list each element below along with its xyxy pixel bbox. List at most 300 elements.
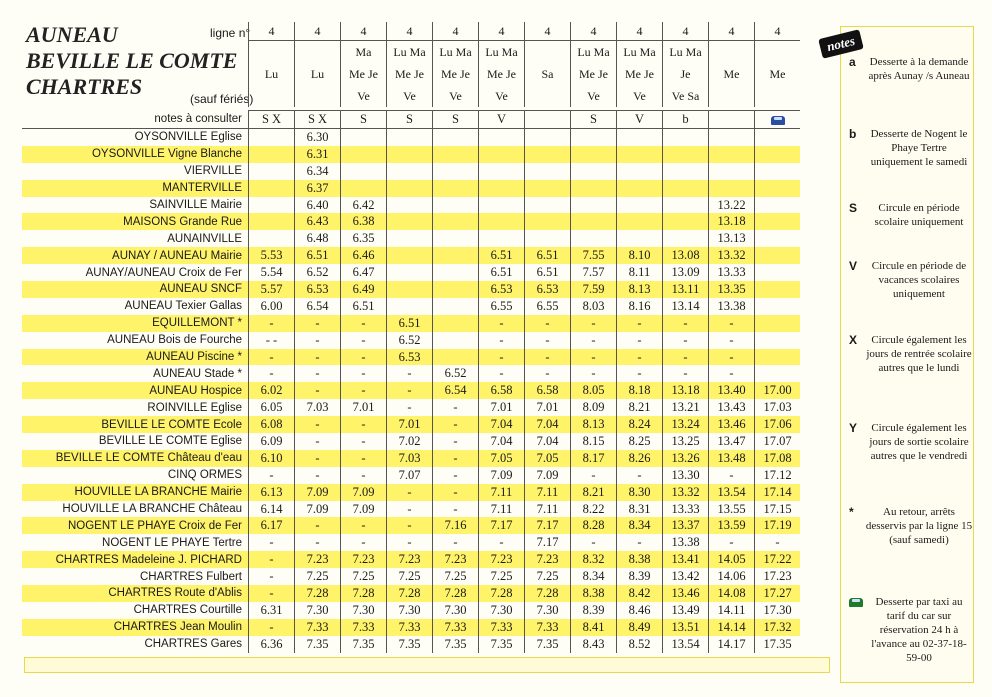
column-note: S X [249, 111, 295, 129]
departure-time [525, 213, 571, 230]
departure-time: 6.02 [249, 382, 295, 399]
departure-time [617, 129, 663, 146]
taxi-icon [771, 116, 785, 125]
departure-time: 7.11 [479, 501, 525, 518]
day-code: Lu [264, 67, 279, 81]
departure-time [571, 197, 617, 214]
departure-time: 13.33 [663, 501, 709, 518]
departure-time: - [617, 349, 663, 366]
departure-time: - [663, 349, 709, 366]
departure-time [571, 230, 617, 247]
departure-time: 8.52 [617, 636, 663, 653]
departure-time: 5.53 [249, 247, 295, 264]
column-note: S [433, 111, 479, 129]
notes-panel [840, 26, 974, 683]
notes-tag: notes [818, 29, 864, 59]
legend-text: Circule également les jours de sortie scolaire autres que le vendredi [869, 422, 969, 462]
departure-time: 7.09 [341, 501, 387, 518]
departure-time: - [387, 382, 433, 399]
departure-time: 6.47 [341, 264, 387, 281]
departure-time: - [479, 365, 525, 382]
departure-time: 6.38 [341, 213, 387, 230]
departure-time: 7.30 [387, 602, 433, 619]
column-note [709, 111, 755, 129]
departure-time: 6.31 [295, 146, 341, 163]
stop-name: AUNEAU Stade * [153, 367, 242, 380]
departure-time: 7.25 [479, 568, 525, 585]
column-note: S [387, 111, 433, 129]
departure-time: 6.08 [249, 416, 295, 433]
departure-time: 8.21 [571, 484, 617, 501]
departure-time: 7.01 [525, 399, 571, 416]
stop-name: AUNEAU Piscine * [22, 349, 249, 366]
taxi-icon [849, 598, 863, 607]
day-codes [387, 41, 433, 108]
departure-time: - [663, 365, 709, 382]
departure-time: - [295, 450, 341, 467]
ligne-number: 4 [341, 22, 387, 41]
stop-name: CHARTRES Madeleine J. PICHARD [22, 551, 249, 568]
departure-time: - [387, 534, 433, 551]
departure-time [433, 247, 479, 264]
stop-name: AUNEAU Texier Gallas [124, 300, 242, 313]
departure-time: - [709, 467, 755, 484]
stop-row [22, 399, 800, 416]
departure-time: - [387, 399, 433, 416]
departure-time [249, 180, 295, 197]
notes-label: notes à consulter [22, 111, 249, 129]
stop-row [22, 230, 800, 247]
departure-time: - [433, 433, 479, 450]
departure-time: 13.08 [663, 247, 709, 264]
departure-time [617, 230, 663, 247]
departure-time: 7.35 [433, 636, 479, 653]
departure-time: - [571, 349, 617, 366]
stop-name: CHARTRES Jean Moulin [22, 619, 249, 636]
legend-item [849, 201, 973, 229]
departure-time: 7.04 [479, 433, 525, 450]
stop-row [22, 602, 800, 619]
departure-time: 17.07 [755, 433, 801, 450]
departure-time: - [571, 315, 617, 332]
ligne-number: 4 [387, 22, 433, 41]
departure-time: 8.34 [571, 568, 617, 585]
departure-time: 5.57 [249, 281, 295, 298]
stop-row [22, 484, 800, 501]
stop-name: CINQ ORMES [167, 469, 242, 482]
departure-time: - [295, 382, 341, 399]
departure-time: 7.02 [387, 433, 433, 450]
day-codes [617, 41, 663, 108]
departure-time: 14.08 [709, 585, 755, 602]
stop-row [22, 517, 800, 534]
departure-time: - [249, 365, 295, 382]
departure-time: 8.26 [617, 450, 663, 467]
departure-time [617, 197, 663, 214]
stop-row [22, 180, 800, 197]
departure-time: 7.33 [479, 619, 525, 636]
departure-time: - [387, 365, 433, 382]
departure-time: - [571, 534, 617, 551]
departure-time: - [433, 467, 479, 484]
ligne-number: 4 [479, 22, 525, 41]
departure-time: - [341, 450, 387, 467]
departure-time: - [709, 315, 755, 332]
departure-time: 6.48 [295, 230, 341, 247]
departure-time: - [709, 332, 755, 349]
departure-time: 8.15 [571, 433, 617, 450]
departure-time [433, 315, 479, 332]
departure-time [433, 230, 479, 247]
departure-time: 13.24 [663, 416, 709, 433]
departure-time: 7.33 [387, 619, 433, 636]
departure-time: 6.40 [295, 197, 341, 214]
departure-time: 6.53 [479, 281, 525, 298]
departure-time: 6.51 [295, 247, 341, 264]
departure-time: 8.13 [571, 416, 617, 433]
departure-time: 7.03 [387, 450, 433, 467]
day-code: Me Je [579, 67, 608, 81]
departure-time [571, 129, 617, 146]
departure-time: 13.33 [709, 264, 755, 281]
departure-time [433, 146, 479, 163]
departure-time: - [295, 365, 341, 382]
departure-time: 6.52 [433, 365, 479, 382]
departure-time: 17.32 [755, 619, 801, 636]
departure-time: - [387, 484, 433, 501]
taxi-icon [849, 595, 863, 609]
departure-time: 6.58 [479, 382, 525, 399]
legend-key: V [849, 259, 858, 273]
column-note: V [617, 111, 663, 129]
departure-time [479, 129, 525, 146]
departure-time: 8.13 [617, 281, 663, 298]
departure-time: 7.04 [525, 416, 571, 433]
ligne-number: 4 [525, 22, 571, 41]
departure-time: 6.17 [249, 517, 295, 534]
stop-row [22, 534, 800, 551]
departure-time: - [617, 315, 663, 332]
departure-time [433, 163, 479, 180]
departure-time: 8.38 [571, 585, 617, 602]
day-code: Sa [541, 67, 554, 81]
departure-time [755, 315, 801, 332]
departure-time: 7.28 [525, 585, 571, 602]
day-code: Me Je [395, 67, 424, 81]
day-code: Ve Sa [671, 89, 700, 103]
day-code: Me [769, 67, 786, 81]
departure-time [479, 163, 525, 180]
departure-time [755, 213, 801, 230]
departure-time: 7.33 [341, 619, 387, 636]
day-code: Je [680, 67, 691, 81]
departure-time [433, 332, 479, 349]
departure-time: 13.09 [663, 264, 709, 281]
legend-item [849, 127, 973, 169]
departure-time: 13.32 [709, 247, 755, 264]
departure-time: 7.17 [525, 534, 571, 551]
departure-time: 7.11 [479, 484, 525, 501]
stop-name: NOGENT LE PHAYE Croix de Fer [22, 517, 249, 534]
departure-time: 7.57 [571, 264, 617, 281]
departure-time: 6.52 [387, 332, 433, 349]
departure-time: - [249, 349, 295, 366]
departure-time: 6.13 [249, 484, 295, 501]
departure-time: 8.32 [571, 551, 617, 568]
departure-time: - [433, 484, 479, 501]
legend-key: * [849, 505, 854, 519]
stop-name: BEVILLE LE COMTE Eglise [98, 435, 242, 448]
stop-row [22, 349, 800, 366]
stop-row [22, 585, 800, 602]
departure-time [525, 197, 571, 214]
departure-time: - [571, 365, 617, 382]
departure-time: 7.55 [571, 247, 617, 264]
stop-name: MAISONS Grande Rue [22, 213, 249, 230]
stop-name: NOGENT LE PHAYE Tertre [102, 536, 242, 549]
day-code: Lu [310, 67, 325, 81]
column-note: b [663, 111, 709, 129]
day-code: Ve [357, 89, 370, 103]
stop-row [22, 467, 800, 484]
departure-time [755, 349, 801, 366]
day-code: Me Je [441, 67, 470, 81]
departure-time: - [341, 517, 387, 534]
departure-time: 13.21 [663, 399, 709, 416]
departure-time: 13.26 [663, 450, 709, 467]
departure-time: - [295, 433, 341, 450]
departure-time: 7.04 [479, 416, 525, 433]
departure-time: 7.03 [295, 399, 341, 416]
departure-time: - [617, 365, 663, 382]
departure-time: 6.51 [479, 247, 525, 264]
legend-key: S [849, 201, 858, 215]
departure-time: - [663, 332, 709, 349]
departure-time: - [249, 568, 295, 585]
ligne-number: 4 [433, 22, 479, 41]
departure-time: 8.10 [617, 247, 663, 264]
departure-time: 6.51 [525, 247, 571, 264]
departure-time: - [433, 416, 479, 433]
legend-text: Circule en période scolaire uniquement [874, 202, 964, 228]
departure-time: - [479, 315, 525, 332]
timetable-table [22, 110, 800, 653]
departure-time: 6.53 [387, 349, 433, 366]
departure-time: 8.49 [617, 619, 663, 636]
departure-time [663, 129, 709, 146]
departure-time: 7.33 [295, 619, 341, 636]
departure-time: 7.23 [525, 551, 571, 568]
legend-text: Desserte de Nogent le Phaye Tertre uniquement le samedi [870, 128, 968, 168]
departure-time: - [295, 517, 341, 534]
departure-time: - [479, 349, 525, 366]
departure-time: 8.18 [617, 382, 663, 399]
departure-time: 7.17 [525, 517, 571, 534]
departure-time: 6.49 [341, 281, 387, 298]
day-code: Ma [355, 45, 372, 59]
departure-time: 7.17 [479, 517, 525, 534]
departure-time: 7.30 [341, 602, 387, 619]
departure-time: 13.49 [663, 602, 709, 619]
stop-name: HOUVILLE LA BRANCHE Château [62, 503, 242, 516]
legend-key: b [849, 127, 857, 141]
departure-time: 6.10 [249, 450, 295, 467]
departure-time [387, 298, 433, 315]
departure-time [249, 163, 295, 180]
stop-row [22, 163, 800, 180]
stop-row [22, 501, 800, 518]
stop-row [22, 146, 800, 163]
departure-time [249, 213, 295, 230]
departure-time: - [479, 332, 525, 349]
departure-time: - [295, 467, 341, 484]
departure-time: 7.28 [295, 585, 341, 602]
departure-time: 17.12 [755, 467, 801, 484]
departure-time: 6.53 [295, 281, 341, 298]
departure-time [479, 197, 525, 214]
departure-time [433, 298, 479, 315]
departure-time: 7.30 [479, 602, 525, 619]
departure-time: - [341, 416, 387, 433]
legend-item [849, 259, 973, 301]
departure-time: - [295, 332, 341, 349]
day-code: Ve [587, 89, 600, 103]
departure-time: 14.17 [709, 636, 755, 653]
departure-time: - [709, 349, 755, 366]
day-code: Lu Ma [485, 45, 518, 59]
stop-name: CHARTRES Fulbert [139, 570, 242, 583]
departure-time [755, 230, 801, 247]
departure-time: - [663, 315, 709, 332]
departure-time: 6.35 [341, 230, 387, 247]
departure-time: - [617, 467, 663, 484]
departure-time: 7.01 [341, 399, 387, 416]
departure-time: 8.03 [571, 298, 617, 315]
stop-name: ROINVILLE Eglise [147, 401, 242, 414]
departure-time [341, 180, 387, 197]
stop-row [22, 365, 800, 382]
departure-time: 13.18 [709, 213, 755, 230]
departure-time [387, 213, 433, 230]
departure-time: 7.09 [479, 467, 525, 484]
stop-name: AUNAINVILLE [167, 232, 242, 245]
departure-time: 8.28 [571, 517, 617, 534]
departure-time: 13.54 [663, 636, 709, 653]
departure-time [755, 180, 801, 197]
stop-name: OYSONVILLE Vigne Blanche [22, 146, 249, 163]
departure-time: 13.48 [709, 450, 755, 467]
day-code: Me [723, 67, 740, 81]
departure-time: 7.35 [387, 636, 433, 653]
departure-time: - [341, 315, 387, 332]
day-code: Me Je [349, 67, 378, 81]
departure-time: - [295, 416, 341, 433]
departure-time [755, 247, 801, 264]
departure-time [709, 146, 755, 163]
day-codes [295, 41, 341, 108]
departure-time: - [617, 534, 663, 551]
departure-time: 7.28 [387, 585, 433, 602]
departure-time: - [525, 349, 571, 366]
departure-time [755, 129, 801, 146]
day-code: Me Je [487, 67, 516, 81]
departure-time: 13.47 [709, 433, 755, 450]
stop-name: AUNEAU Bois de Fourche [107, 334, 242, 347]
departure-time: - [433, 450, 479, 467]
ligne-number: 4 [755, 22, 801, 41]
stop-name: OYSONVILLE Eglise [134, 131, 242, 144]
departure-time: 6.43 [295, 213, 341, 230]
departure-time: - [249, 585, 295, 602]
departure-time [709, 129, 755, 146]
legend-item [849, 595, 973, 665]
departure-time: 7.23 [387, 551, 433, 568]
departure-time: 7.35 [525, 636, 571, 653]
departure-time: 13.46 [663, 585, 709, 602]
departure-time: 7.07 [387, 467, 433, 484]
legend-item [849, 55, 973, 83]
departure-time [525, 180, 571, 197]
departure-time: - [755, 534, 801, 551]
departure-time: - [295, 315, 341, 332]
departure-time [387, 129, 433, 146]
departure-time: 8.22 [571, 501, 617, 518]
departure-time: - [433, 399, 479, 416]
legend-key: a [849, 55, 856, 69]
departure-time: 6.55 [479, 298, 525, 315]
header-table [22, 22, 800, 107]
departure-time [387, 264, 433, 281]
stop-row [22, 213, 800, 230]
ligne-number: 4 [617, 22, 663, 41]
departure-time [709, 163, 755, 180]
day-code: Lu Ma [623, 45, 656, 59]
stop-name: AUNAY / AUNEAU Mairie [22, 247, 249, 264]
departure-time [387, 180, 433, 197]
stop-name: BEVILLE LE COMTE Ecole [22, 416, 249, 433]
departure-time: 8.25 [617, 433, 663, 450]
departure-time: - [525, 315, 571, 332]
departure-time: 7.35 [295, 636, 341, 653]
departure-time: 14.11 [709, 602, 755, 619]
stop-name: VIERVILLE [184, 165, 242, 178]
departure-time: 7.35 [479, 636, 525, 653]
departure-time: 6.09 [249, 433, 295, 450]
departure-time: 8.21 [617, 399, 663, 416]
departure-time: 6.34 [295, 163, 341, 180]
day-codes [341, 41, 387, 108]
departure-time: 13.38 [663, 534, 709, 551]
stop-row [22, 619, 800, 636]
departure-time: - [249, 551, 295, 568]
departure-time: - [479, 534, 525, 551]
column-note: S [341, 111, 387, 129]
departure-time: 14.14 [709, 619, 755, 636]
departure-time: - [387, 501, 433, 518]
stop-name: AUNEAU SNCF [22, 281, 249, 298]
departure-time: - [617, 332, 663, 349]
departure-time: 7.30 [295, 602, 341, 619]
stop-name: HOUVILLE LA BRANCHE Mairie [22, 484, 249, 501]
departure-time [525, 129, 571, 146]
ligne-label: ligne n° [210, 26, 251, 40]
departure-time: 13.43 [709, 399, 755, 416]
departure-time [571, 163, 617, 180]
legend-item [849, 505, 973, 547]
departure-time: 13.30 [663, 467, 709, 484]
departure-time: 17.19 [755, 517, 801, 534]
departure-time: 6.30 [295, 129, 341, 146]
